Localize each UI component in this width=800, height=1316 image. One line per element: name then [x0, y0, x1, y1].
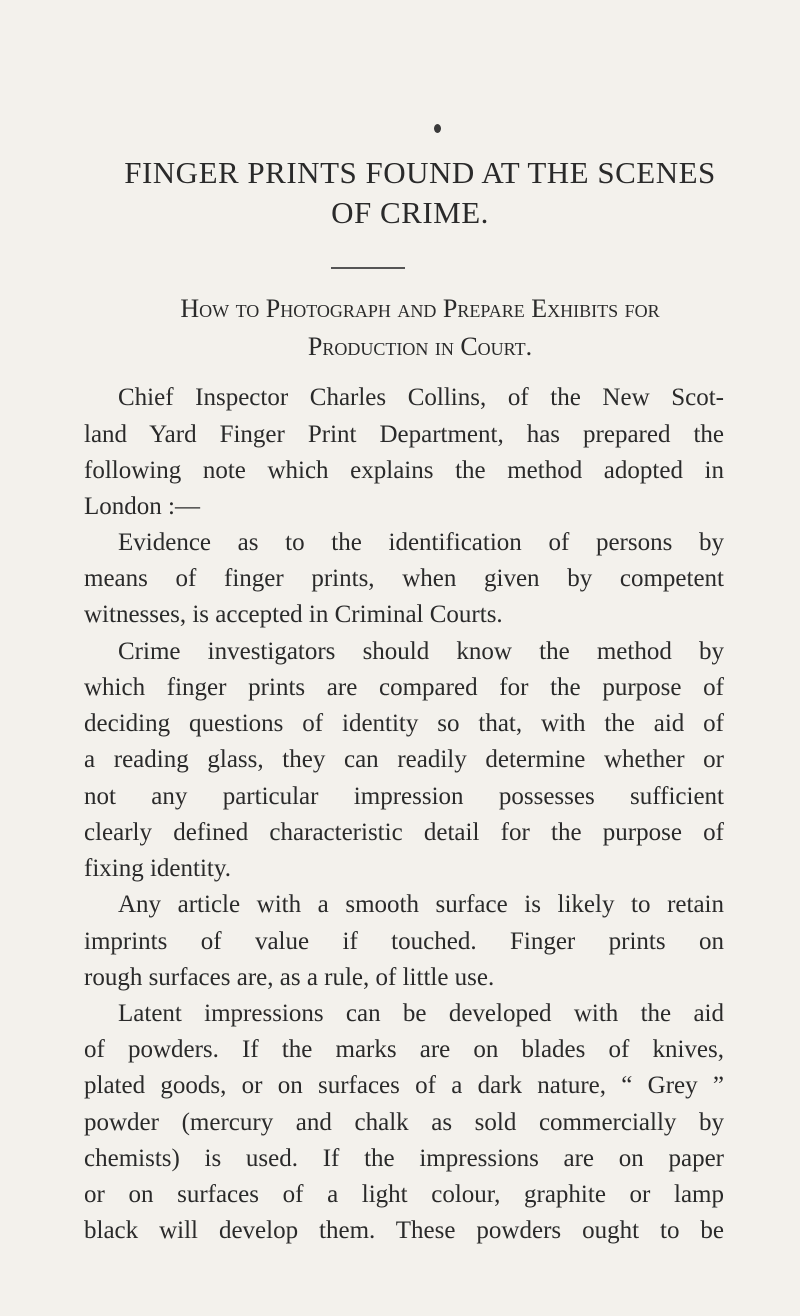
body-line: Evidence as to the identification of persons by	[118, 529, 724, 556]
body-line: powder (mercury and chalk as sold commercially by	[84, 1109, 724, 1136]
subtitle-line-1: How to Photograph and Prepare Exhibits for	[180, 294, 660, 323]
body-line: deciding questions of identity so that, with the aid of	[84, 710, 724, 737]
body-line: following note which explains the method adopted in	[84, 457, 724, 484]
body-line: fixing identity.	[84, 855, 231, 882]
separator-rule	[331, 267, 405, 269]
body-line: witnesses, is accepted in Criminal Courts.	[84, 601, 503, 628]
body-line: Latent impressions can be developed with the aid	[118, 1000, 724, 1027]
body-line: plated goods, or on surfaces of a dark nature, “ Grey ”	[84, 1072, 724, 1099]
body-line: Crime investigators should know the method by	[118, 638, 724, 665]
title-line-1: FINGER PRINTS FOUND AT THE SCENES	[124, 155, 716, 190]
body-line: which finger prints are compared for the purpose of	[84, 674, 724, 701]
body-line: land Yard Finger Print Department, has prepared the	[84, 421, 724, 448]
body-line: not any particular impression possesses sufficient	[84, 783, 724, 810]
body-line: imprints of value if touched. Finger prints on	[84, 928, 724, 955]
body-line: chemists) is used. If the impressions are on paper	[84, 1145, 724, 1172]
body-line: London :—	[84, 493, 200, 520]
body-line: clearly defined characteristic detail for the purpose of	[84, 819, 724, 846]
body-line: Chief Inspector Charles Collins, of the New Scot-	[118, 384, 724, 411]
body-line: a reading glass, they can readily determine whether or	[84, 746, 724, 773]
body-line: black will develop them. These powders ought to be	[84, 1217, 724, 1244]
subtitle-line-2: Production in Court.	[307, 332, 533, 361]
body-line: means of finger prints, when given by competent	[84, 565, 724, 592]
body-line: or on surfaces of a light colour, graphite or lamp	[84, 1181, 724, 1208]
ornament-dot	[434, 124, 441, 133]
title-line-2: OF CRIME.	[331, 195, 489, 230]
body-line: rough surfaces are, as a rule, of little use.	[84, 964, 495, 991]
body-line: of powders. If the marks are on blades of knives,	[84, 1036, 724, 1063]
body-line: Any article with a smooth surface is likely to retain	[118, 891, 724, 918]
